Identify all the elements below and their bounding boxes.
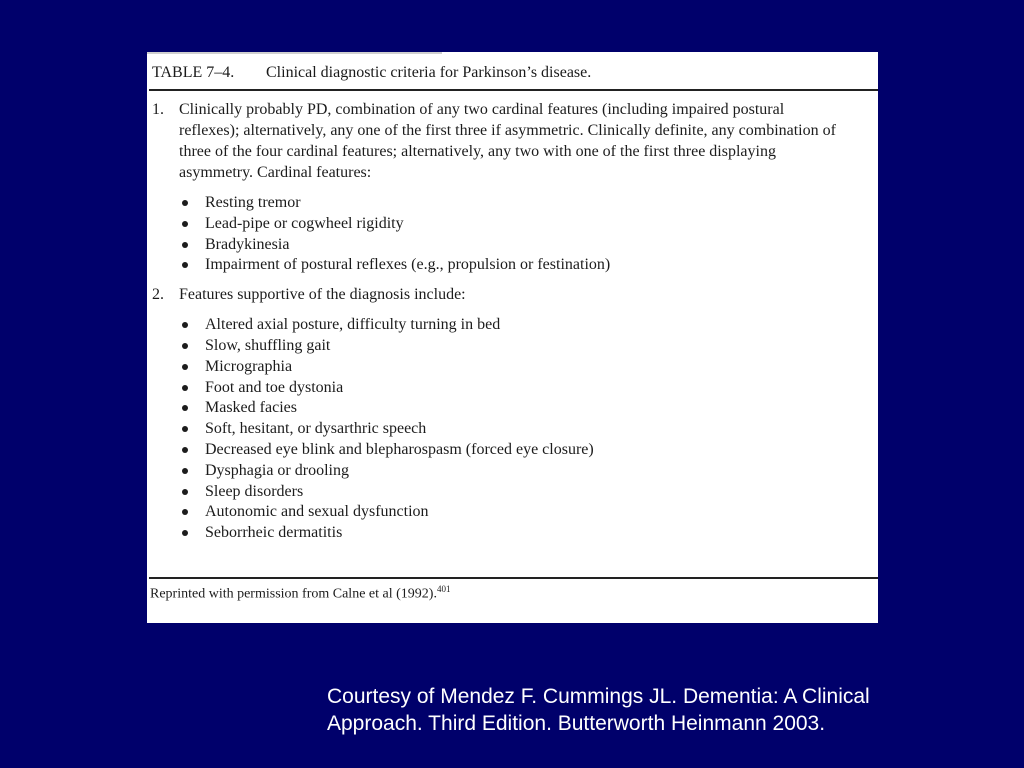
bullet-icon: [182, 468, 188, 474]
bullet-icon: [182, 426, 188, 432]
header-rule: [149, 89, 878, 91]
bullet-icon: [182, 242, 188, 248]
table-title: Clinical diagnostic criteria for Parkinson’s disease.: [266, 64, 592, 81]
criterion-number: 2.: [152, 286, 164, 304]
supportive-features-list: [152, 314, 848, 543]
list-item: Autonomic and sexual dysfunction: [152, 501, 848, 522]
list-item: Impairment of postural reflexes (e.g., propulsion or festination): [152, 254, 848, 275]
table-body: [152, 99, 848, 543]
list-item: Dysphagia or drooling: [152, 460, 848, 481]
bullet-icon: [182, 262, 188, 268]
courtesy-line-2: Approach. Third Edition. Butterworth Heinmann 2003.: [327, 712, 826, 735]
bullet-icon: [182, 509, 188, 515]
list-item: Slow, shuffling gait: [152, 335, 848, 356]
bullet-icon: [182, 530, 188, 536]
criterion-1: [152, 99, 848, 183]
bullet-icon: [182, 221, 188, 227]
list-item: Masked facies: [152, 397, 848, 418]
scan-edge-mark: [147, 52, 442, 54]
courtesy-line-1: Courtesy of Mendez F. Cummings JL. Dementia: A Clinical: [327, 685, 870, 708]
list-item: Soft, hesitant, or dysarthric speech: [152, 418, 848, 439]
bullet-icon: [182, 322, 188, 328]
list-item: Seborrheic dermatitis: [152, 522, 848, 543]
reprint-note: [150, 584, 450, 603]
cardinal-features-list: [152, 192, 848, 275]
bullet-icon: [182, 343, 188, 349]
list-item: Bradykinesia: [152, 234, 848, 255]
bullet-icon: [182, 447, 188, 453]
list-item: Foot and toe dystonia: [152, 377, 848, 398]
bullet-icon: [182, 489, 188, 495]
bullet-icon: [182, 364, 188, 370]
criterion-text: Clinically probably PD, combination of any two cardinal features (including impaired postural reflexes); alternatively, any one of the first three if asymmetric. Clinically definite, any combination of three of the four cardinal features; alternatively, any two with one of the first three displaying asymmetry. Cardinal features:: [179, 101, 836, 181]
list-item: Sleep disorders: [152, 481, 848, 502]
criterion-number: 1.: [152, 101, 164, 118]
list-item: Lead-pipe or cogwheel rigidity: [152, 213, 848, 234]
scanned-table-image: [147, 52, 878, 623]
table-caption: [152, 64, 868, 82]
list-item: Decreased eye blink and blepharospasm (forced eye closure): [152, 439, 848, 460]
bullet-icon: [182, 200, 188, 206]
criterion-text: Features supportive of the diagnosis include:: [179, 286, 466, 304]
table-number: TABLE 7–4.: [152, 64, 235, 81]
criterion-2: [152, 284, 848, 305]
list-item: Altered axial posture, difficulty turning in bed: [152, 314, 848, 335]
list-item: Resting tremor: [152, 192, 848, 213]
bullet-icon: [182, 405, 188, 411]
footer-rule: [149, 577, 878, 579]
list-item: Micrographia: [152, 356, 848, 377]
reprint-text: Reprinted with permission from Calne et al (1992).: [150, 586, 437, 602]
courtesy-citation: [327, 683, 1017, 737]
bullet-icon: [182, 385, 188, 391]
reprint-reference: 401: [436, 584, 451, 594]
